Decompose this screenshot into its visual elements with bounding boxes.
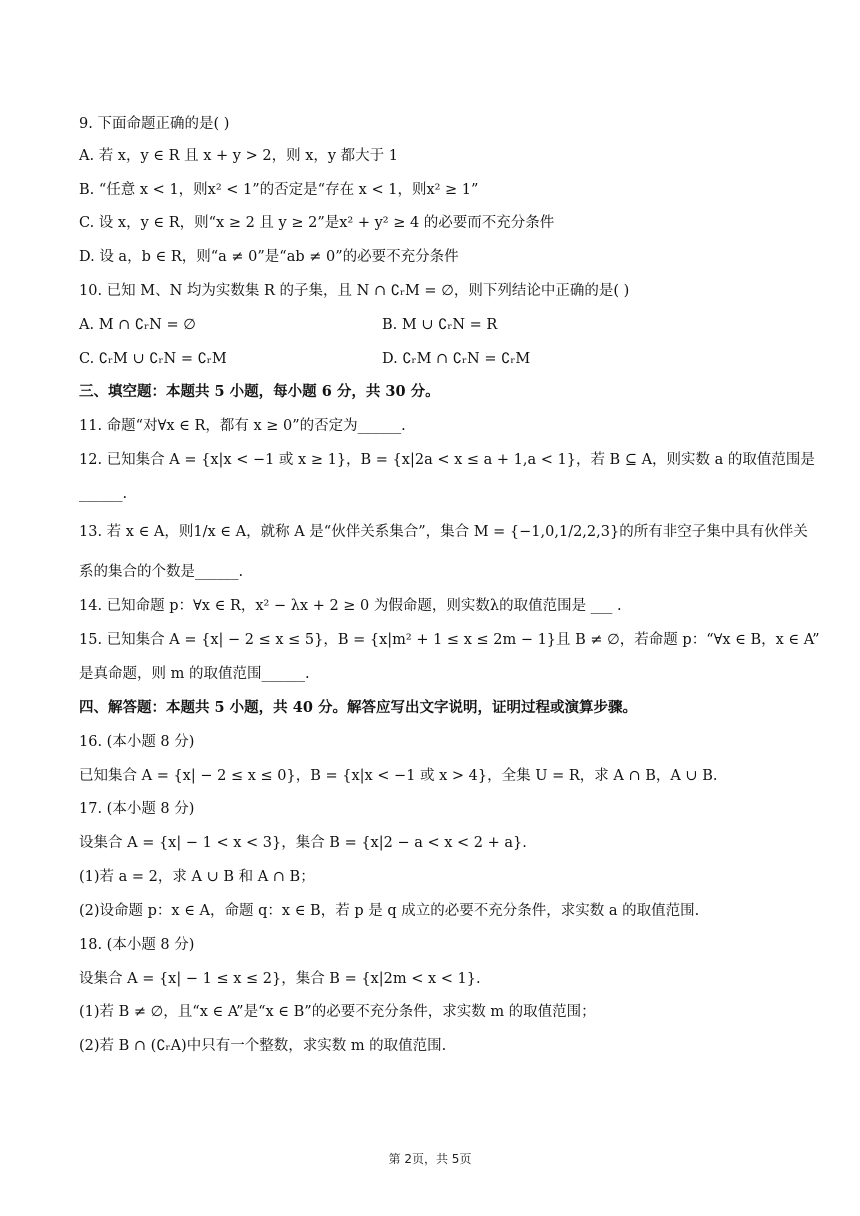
question-13: 13. 若 x ∈ A，则1/x ∈ A，就称 A 是“伙伴关系集合”，集合 M = {−1,0,1/2,2,3}的所有非空子集中具有伙伴关 (79, 524, 808, 540)
question-14: 14. 已知命题 p：∀x ∈ R，x² − λx + 2 ≥ 0 为假命题，则实数λ的取值范围是 ___ . (79, 598, 622, 614)
question-16-text: 已知集合 A = {x| − 2 ≤ x ≤ 0}，B = {x|x < −1 或 x > 4}，全集 U = R，求 A ∩ B，A ∪ B. (79, 768, 718, 784)
section-3-heading: 三、填空题：本题共 5 小题，每小题 6 分，共 30 分。 (79, 383, 440, 400)
question-18-text: 设集合 A = {x| − 1 ≤ x ≤ 2}，集合 B = {x|2m < x < 1}. (79, 971, 481, 987)
question-17-text: 设集合 A = {x| − 1 < x < 3}，集合 B = {x|2 − a < x < 2 + a}. (79, 835, 527, 851)
question-9-option-b: B. “任意 x < 1，则x² < 1”的否定是“存在 x < 1，则x² ≥ 1” (79, 182, 479, 198)
question-9-option-c: C. 设 x，y ∈ R，则“x ≥ 2 且 y ≥ 2”是x² + y² ≥ 4 的必要而不充分条件 (79, 215, 555, 231)
question-10: 10. 已知 M、N 均为实数集 R 的子集，且 N ∩ ∁ᵣM = ∅，则下列结论中正确的是( ) (79, 283, 630, 299)
question-15: 15. 已知集合 A = {x| − 2 ≤ x ≤ 5}，B = {x|m² + 1 ≤ x ≤ 2m − 1}且 B ≠ ∅，若命题 p：“∀x ∈ B，x ∈ A” (79, 632, 820, 648)
question-10-option-a: A. M ∩ ∁ᵣN = ∅ (79, 317, 196, 333)
question-10-option-b: B. M ∪ ∁ᵣN = R (382, 317, 498, 333)
question-17: 17. (本小题 8 分) (79, 801, 195, 817)
question-17-part-2: (2)设命题 p：x ∈ A，命题 q：x ∈ B，若 p 是 q 成立的必要不充分条件，求实数 a 的取值范围. (79, 903, 700, 919)
question-12-blank: ______. (79, 486, 128, 502)
page-footer: 第 2页，共 5页 (388, 1152, 472, 1166)
question-11: 11. 命题“对∀x ∈ R，都有 x ≥ 0”的否定为______. (79, 418, 406, 434)
question-17-part-1: (1)若 a = 2，求 A ∪ B 和 A ∩ B； (79, 869, 315, 885)
question-13-cont: 系的集合的个数是______. (79, 564, 244, 580)
question-9-option-a: A. 若 x，y ∈ R 且 x + y > 2，则 x，y 都大于 1 (79, 148, 399, 164)
question-18-part-2: (2)若 B ∩ (∁ᵣA)中只有一个整数，求实数 m 的取值范围. (79, 1038, 447, 1054)
question-12: 12. 已知集合 A = {x|x < −1 或 x ≥ 1}，B = {x|2a < x ≤ a + 1,a < 1}，若 B ⊆ A，则实数 a 的取值范围是 (79, 452, 815, 468)
question-10-option-c: C. ∁ᵣM ∪ ∁ᵣN = ∁ᵣM (79, 351, 227, 367)
section-4-heading: 四、解答题：本题共 5 小题，共 40 分。解答应写出文字说明，证明过程或演算步骤。 (79, 699, 637, 716)
question-16: 16. (本小题 8 分) (79, 734, 195, 750)
question-9-option-d: D. 设 a，b ∈ R，则“a ≠ 0”是“ab ≠ 0”的必要不充分条件 (79, 249, 459, 265)
question-9: 9. 下面命题正确的是( ) (79, 116, 230, 132)
question-15-cont: 是真命题，则 m 的取值范围______. (79, 666, 310, 682)
question-10-option-d: D. ∁ᵣM ∩ ∁ᵣN = ∁ᵣM (382, 351, 531, 367)
question-18-part-1: (1)若 B ≠ ∅，且“x ∈ A”是“x ∈ B”的必要不充分条件，求实数 m 的取值范围； (79, 1004, 596, 1020)
question-18: 18. (本小题 8 分) (79, 937, 195, 953)
